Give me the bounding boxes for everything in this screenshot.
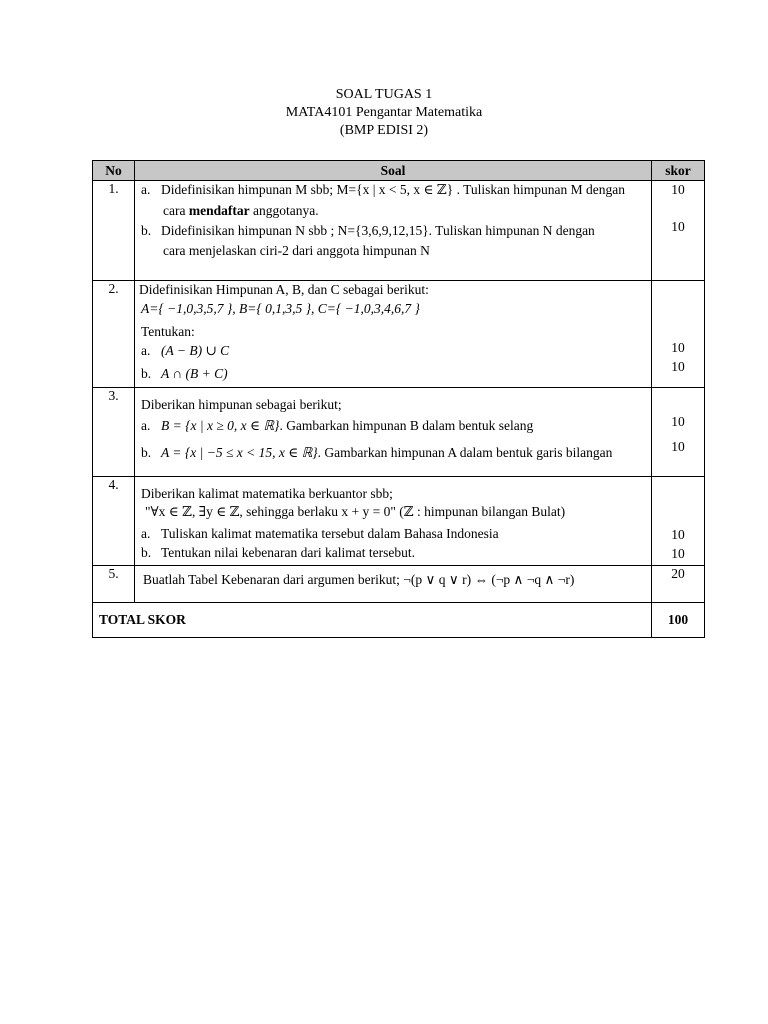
score: 20 — [671, 566, 685, 581]
q3-b-text: . Gambarkan himpunan A dalam bentuk garis bilangan — [317, 445, 613, 460]
total-score: 100 — [652, 603, 705, 638]
question-body — [135, 181, 652, 281]
q2-tentukan: Tentukan: — [141, 324, 195, 339]
item-label: a. — [141, 526, 151, 541]
question-row-5 — [93, 566, 705, 603]
score-a: 10 — [671, 340, 685, 355]
q1-a-line1: Didefinisikan himpunan M sbb; M={x | x < 5, x ∈ ℤ} . Tuliskan himpunan M dengan — [161, 182, 625, 197]
question-body — [135, 477, 652, 566]
q2-intro: Didefinisikan Himpunan A, B, dan C sebagai berikut: — [139, 282, 429, 297]
item-label: b. — [141, 445, 152, 460]
q1-b-line1: Didefinisikan himpunan N sbb ; N={3,6,9,12,15}. Tuliskan himpunan N dengan — [161, 223, 595, 238]
score-a: 10 — [671, 527, 685, 542]
score-a: 10 — [671, 182, 685, 197]
question-row-3 — [93, 388, 705, 477]
total-row — [93, 603, 705, 638]
q4-b-text: Tentukan nilai kebenaran dari kalimat tersebut. — [161, 545, 415, 560]
q3-a-expr: B = {x | x ≥ 0, x ∈ ℝ} — [161, 418, 280, 433]
question-row-1 — [93, 181, 705, 281]
q1-a-line2-pre: cara — [163, 203, 189, 218]
item-label: a. — [141, 182, 151, 197]
q1-a-line2-post: anggotanya. — [249, 203, 319, 218]
q3-b-expr: A = {x | −5 ≤ x < 15, x ∈ ℝ} — [161, 445, 318, 460]
item-label: a. — [141, 418, 151, 433]
q4-a-text: Tuliskan kalimat matematika tersebut dalam Bahasa Indonesia — [161, 526, 499, 541]
score-cell — [652, 566, 705, 603]
item-label: b. — [141, 366, 152, 381]
score-b: 10 — [671, 439, 685, 454]
column-header-skor: skor — [652, 161, 705, 181]
question-row-2 — [93, 281, 705, 388]
document-header — [0, 86, 768, 140]
score-b: 10 — [671, 546, 685, 561]
item-label: a. — [141, 343, 151, 358]
score-a: 10 — [671, 414, 685, 429]
doc-title: SOAL TUGAS 1 — [335, 87, 433, 102]
score-cell — [652, 281, 705, 388]
q5-text: Buatlah Tabel Kebenaran dari argumen berikut; ¬(p ∨ q ∨ r) ⇔ (¬p ∧ ¬q ∧ ¬r) — [143, 572, 575, 587]
q3-a-text: . Gambarkan himpunan B dalam bentuk selang — [279, 418, 534, 433]
score-cell — [652, 181, 705, 281]
q4-intro: Diberikan kalimat matematika berkuantor sbb; — [141, 486, 393, 501]
score-cell — [652, 388, 705, 477]
question-number: 1. — [93, 181, 135, 281]
question-number: 2. — [93, 281, 135, 388]
column-header-soal: Soal — [135, 161, 652, 181]
column-header-no: No — [93, 161, 135, 181]
question-body — [135, 281, 652, 388]
score-b: 10 — [671, 219, 685, 234]
question-body — [135, 388, 652, 477]
score-cell — [652, 477, 705, 566]
question-number: 5. — [93, 566, 135, 603]
q2-a-expr: (A − B) ∪ C — [161, 343, 230, 358]
q4-statement: "∀x ∈ ℤ, ∃y ∈ ℤ, sehingga berlaku x + y = 0" (ℤ : himpunan bilangan Bulat) — [145, 504, 566, 519]
doc-edition: (BMP EDISI 2) — [339, 123, 429, 138]
q2-b-expr: A ∩ (B + C) — [161, 366, 228, 381]
table-header-row — [93, 161, 705, 181]
item-label: b. — [141, 223, 152, 238]
question-row-4 — [93, 477, 705, 566]
question-table — [92, 160, 705, 638]
q1-b-line2: cara menjelaskan ciri-2 dari anggota himpunan N — [163, 243, 430, 258]
q3-intro: Diberikan himpunan sebagai berikut; — [141, 397, 342, 412]
item-label: b. — [141, 545, 152, 560]
q2-sets: A={ −1,0,3,5,7 }, B={ 0,1,3,5 }, C={ −1,0,3,4,6,7 } — [141, 301, 420, 316]
question-number: 3. — [93, 388, 135, 477]
score-b: 10 — [671, 359, 685, 374]
question-number: 4. — [93, 477, 135, 566]
doc-course: MATA4101 Pengantar Matematika — [285, 105, 483, 120]
q1-a-line2-bold: mendaftar — [188, 203, 250, 218]
total-label: TOTAL SKOR — [93, 603, 652, 638]
question-body — [135, 566, 652, 603]
